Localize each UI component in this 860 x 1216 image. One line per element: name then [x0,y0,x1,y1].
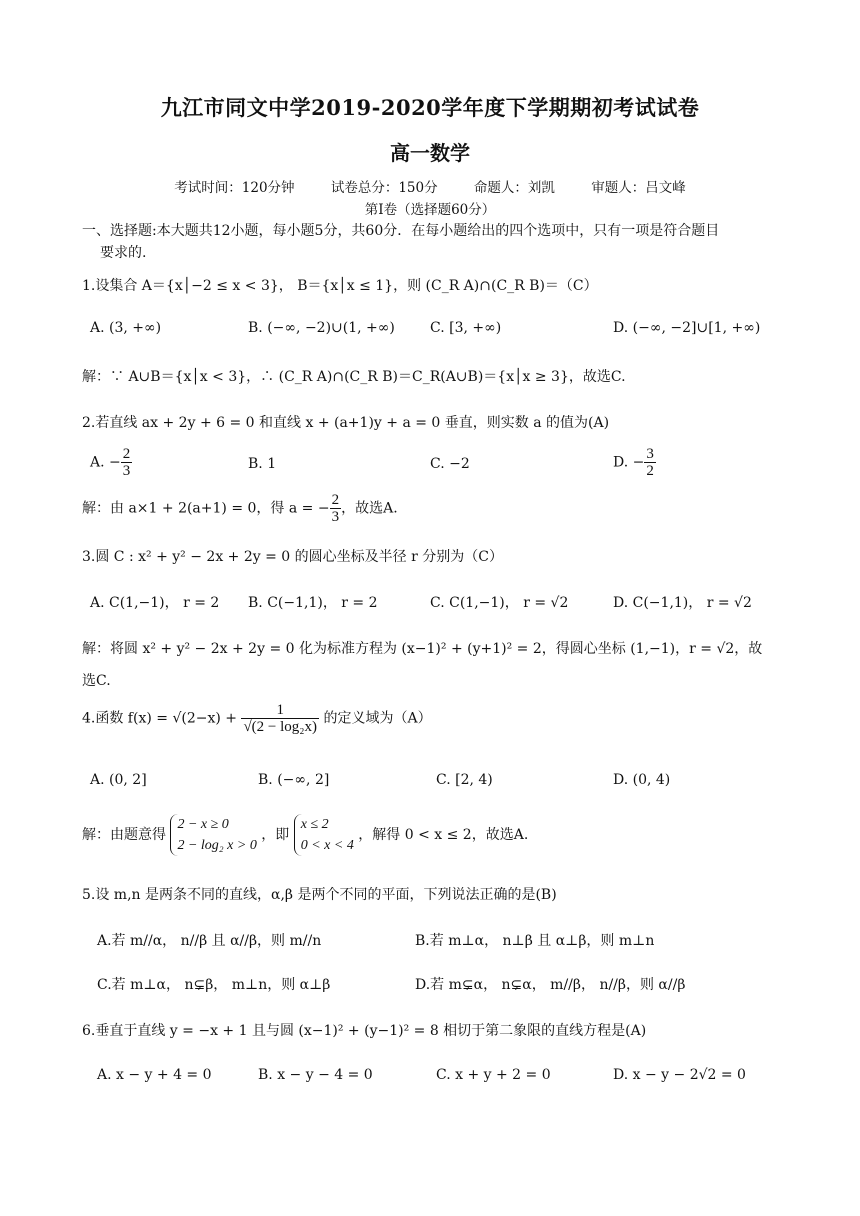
fraction-denominator: 3 [331,509,340,525]
question-2-option-c: C. −2 [430,456,470,472]
question-5-option-d: D.若 m⊊α， n⊊α， m//β， n//β，则 α//β [415,977,686,993]
fraction-numerator: 2 [331,492,340,508]
volume-heading: 第Ⅰ卷（选择题60分） [364,202,496,218]
question-4-option-c: C. [2, 4) [436,772,493,788]
question-5-stem: 5.设 m,n 是两条不同的直线，α,β 是两个不同的平面，下列说法正确的是(B) [82,887,557,903]
question-1-stem: 1.设集合 A＝{x│−2 ≤ x < 3}， B＝{x│x ≤ 1}，则 (C_R A)∩(C_R B)＝（C） [82,278,598,294]
question-3-option-a: A. C(1,−1)， r = 2 [90,595,220,611]
question-4-option-a: A. (0, 2] [90,772,147,788]
section-instructions-line2: 要求的. [100,245,147,261]
question-5-option-c: C.若 m⊥α， n⊊β， m⊥n，则 α⊥β [97,977,331,993]
question-3-option-b: B. C(−1,1)， r = 2 [248,595,378,611]
question-6-option-c: C. x + y + 2 = 0 [436,1067,551,1083]
question-3-option-c: C. C(1,−1)， r = √2 [430,595,569,611]
question-4-solution [82,814,528,856]
question-6-stem: 6.垂直于直线 y = −x + 1 且与圆 (x−1)² + (y−1)² = 8 相切于第二象限的直线方程是(A) [82,1023,647,1039]
system-row: x ≤ 2 [300,817,329,832]
fraction-numerator: 3 [646,446,654,462]
option-a-prefix: A. − [90,454,121,471]
system-row: 2 − x ≥ 0 [177,817,229,832]
section-instructions-line1: 一、选择题:本大题共12小题，每小题5分，共60分．在每小题给出的四个选项中，只有一项是符合题目 [82,223,720,239]
system-row: 0 < x < 4 [300,838,354,853]
option-d-prefix: D. − [613,454,645,471]
fraction [121,446,133,479]
question-3-stem: 3.圆 C : x² + y² − 2x + 2y = 0 的圆心坐标及半径 r 分别为（C） [82,549,503,565]
stem-prefix: 4.函数 f(x) = √(2−x) + [82,710,237,727]
question-1-solution: 解：∵ A∪B＝{x│x < 3}，∴ (C_R A)∩(C_R B)＝C_R(A∪B)＝{x│x ≥ 3}，故选C. [82,369,626,385]
exam-meta [0,176,860,196]
question-2-stem: 2.若直线 ax + 2y + 6 = 0 和直线 x + (a+1)y + a = 0 垂直，则实数 a 的值为(A) [82,415,610,431]
question-3-option-d: D. C(−1,1)， r = √2 [613,595,752,611]
question-4-option-d: D. (0, 4) [613,772,671,788]
question-1-option-c: C. [3, +∞) [430,320,502,336]
question-6-option-d: D. x − y − 2√2 = 0 [613,1067,746,1083]
fraction-denominator: 3 [122,463,131,479]
question-6-option-b: B. x − y − 4 = 0 [258,1067,373,1083]
page-subtitle: 高一数学 [390,141,470,165]
fraction [241,702,319,735]
fraction-numerator: 1 [241,702,319,719]
exam-total-score: 试卷总分：150分 [330,180,438,196]
inequality-system-2 [294,814,354,856]
question-3-solution-line1: 解：将圆 x² + y² − 2x + 2y = 0 化为标准方程为 (x−1)² + (y+1)² = 2，得圆心坐标 (1,−1)，r = √2，故 [82,641,763,657]
solution-prefix: 解：由 a×1 + 2(a+1) = 0，得 a = − [82,500,330,517]
fraction-numerator: 2 [122,446,131,462]
solution-suffix: ，故选A. [341,500,398,517]
question-5-option-a: A.若 m//α， n//β 且 α//β，则 m//n [97,933,322,949]
question-2-solution [82,492,398,525]
solution-mid: ，即 [261,827,290,843]
question-2-option-a [90,446,132,479]
question-4-option-b: B. (−∞, 2] [258,772,330,788]
question-2-option-b: B. 1 [248,456,277,472]
solution-suffix: ，解得 0 < x ≤ 2，故选A. [358,827,529,843]
solution-prefix: 解：由题意得 [82,827,166,843]
question-4-stem [82,702,432,735]
fraction-denominator: √(2 − log₂x) [243,719,318,735]
exam-reviewer: 审题人：吕文峰 [591,180,686,196]
system-row: 2 − log₂ x > 0 [177,838,257,853]
fraction [330,492,342,525]
fraction-denominator: 2 [646,463,654,479]
exam-time: 考试时间：120分钟 [174,180,295,196]
question-1-option-a: A. (3, +∞) [90,320,162,336]
question-1-option-b: B. (−∞, −2)∪(1, +∞) [248,320,395,336]
question-2-option-d [613,446,656,479]
question-3-solution-line2: 选C. [82,673,111,689]
exam-author: 命题人：刘凯 [473,180,555,196]
question-5-option-b: B.若 m⊥α， n⊥β 且 α⊥β，则 m⊥n [415,933,655,949]
question-1-option-d: D. (−∞, −2]∪[1, +∞) [613,320,761,336]
fraction [644,446,656,479]
stem-suffix: 的定义域为（A） [323,710,432,727]
question-6-option-a: A. x − y + 4 = 0 [97,1067,212,1083]
inequality-system-1 [170,814,256,856]
page-title: 九江市同文中学2019-2020学年度下学期期初考试试卷 [160,95,700,120]
